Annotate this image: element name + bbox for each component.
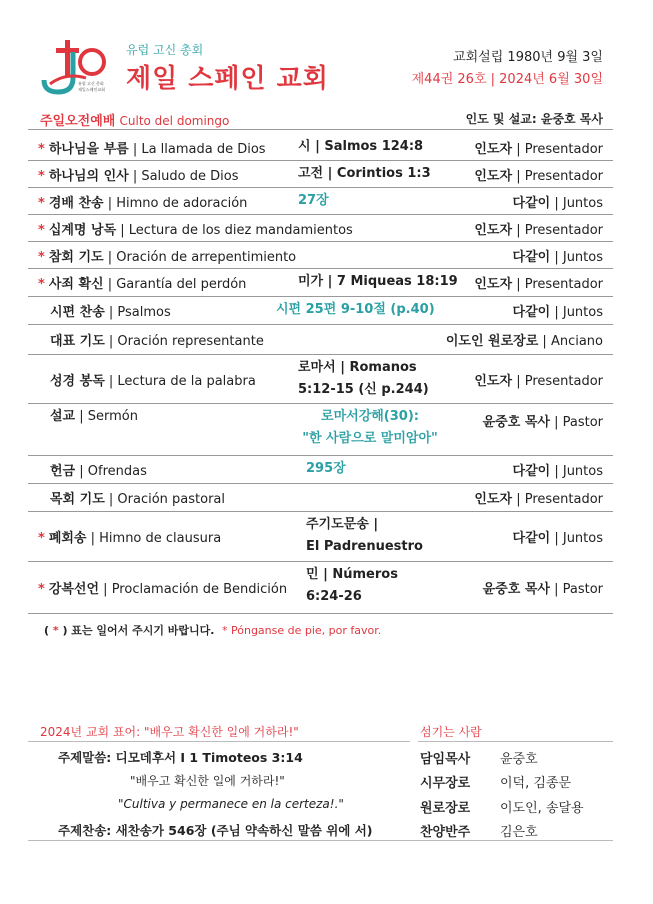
leader-ko: 다같이 bbox=[512, 250, 551, 265]
leader-es: | Juntos bbox=[550, 196, 603, 211]
detail-line: 로마서강해(30): bbox=[321, 409, 419, 424]
service-item-label bbox=[38, 165, 238, 184]
stand-marker: * bbox=[38, 169, 45, 184]
row-divider bbox=[28, 403, 613, 404]
service-item-ko: 경배 찬송 bbox=[48, 196, 104, 211]
service-item-leader bbox=[474, 273, 603, 292]
service-title-es: Culto del domingo bbox=[119, 114, 230, 128]
service-item-leader bbox=[513, 301, 603, 320]
leader-ko: 인도자 bbox=[474, 374, 513, 389]
detail-line: 시 | Salmos 124:8 bbox=[298, 139, 424, 154]
service-item-leader bbox=[483, 578, 603, 597]
service-item-detail bbox=[298, 136, 423, 158]
service-item-label bbox=[50, 460, 147, 479]
service-item-es: | Lectura de los diez mandamientos bbox=[116, 223, 353, 238]
service-item-leader bbox=[474, 370, 603, 389]
server-role: 원로장로 bbox=[420, 801, 471, 816]
leader-ko: 다같이 bbox=[512, 305, 551, 320]
stand-marker: * bbox=[38, 582, 45, 597]
servers-title: 섬기는 사람 bbox=[420, 725, 482, 739]
service-item-detail bbox=[298, 163, 431, 185]
row-divider bbox=[28, 187, 613, 188]
standing-note bbox=[44, 622, 381, 638]
motto-verse-label: 주제말씀: 디모데후서 I 1 Timoteos 3:14 bbox=[58, 750, 303, 765]
row-divider bbox=[28, 214, 613, 215]
stand-marker: * bbox=[38, 196, 45, 211]
service-item-es: | Garantía del perdón bbox=[103, 277, 247, 292]
leader-ko: 인도자 bbox=[474, 142, 513, 157]
detail-line: 295장 bbox=[306, 461, 346, 476]
row-divider bbox=[28, 455, 613, 456]
service-item-detail bbox=[306, 514, 423, 558]
leader-ko: 다같이 bbox=[512, 196, 551, 211]
service-item-leader bbox=[474, 488, 603, 507]
server-name: 윤중호 bbox=[500, 752, 538, 767]
church-logo bbox=[40, 38, 110, 96]
service-item-es: | La llamada de Dios bbox=[128, 142, 266, 157]
leader-ko: 윤중호 목사 bbox=[482, 582, 550, 597]
row-divider bbox=[28, 268, 613, 269]
service-item-ko: 십계명 낭독 bbox=[48, 223, 117, 238]
stand-marker: * bbox=[38, 531, 45, 546]
leader-es: | Juntos bbox=[550, 250, 603, 265]
leader-es: | Presentador bbox=[512, 223, 603, 238]
detail-line: 주기도문송 | bbox=[306, 517, 379, 532]
stand-marker: * bbox=[38, 142, 45, 157]
leader-ko: 윤중호 목사 bbox=[482, 415, 550, 430]
service-lead: 인도 및 설교: 윤중호 목사 bbox=[465, 112, 603, 126]
service-item-ko: 성경 봉독 bbox=[50, 374, 105, 389]
header-subtitle: 유럽 고신 총회 bbox=[126, 43, 204, 57]
leader-es: | Presentador bbox=[512, 142, 603, 157]
service-item-ko: 하나님의 인사 bbox=[48, 169, 129, 184]
service-item-detail bbox=[270, 406, 470, 450]
service-item-ko: 설교 bbox=[50, 409, 76, 424]
logo-text-line-1: 유럽 고신 총회 bbox=[78, 81, 104, 86]
note-prefix: ( bbox=[44, 624, 53, 637]
server-role: 시무장로 bbox=[420, 776, 471, 791]
motto-divider bbox=[28, 741, 410, 742]
service-item-detail bbox=[306, 458, 346, 480]
service-item-label bbox=[50, 488, 225, 507]
server-name: 이덕, 김종문 bbox=[500, 776, 572, 791]
row-divider bbox=[28, 296, 613, 297]
service-item-label bbox=[38, 246, 296, 265]
service-item-es: | Oración pastoral bbox=[104, 492, 226, 507]
leader-es: | Presentador bbox=[512, 374, 603, 389]
service-item-es: | Oración representante bbox=[104, 334, 264, 349]
detail-line: 6:24-26 bbox=[306, 589, 362, 604]
service-item-ko: 시편 찬송 bbox=[50, 305, 105, 320]
row-divider bbox=[28, 354, 613, 355]
leader-ko: 인도자 bbox=[474, 277, 513, 292]
service-item-label bbox=[38, 273, 246, 292]
leader-ko: 인도자 bbox=[474, 169, 513, 184]
service-item-es: | Sermón bbox=[75, 409, 138, 424]
logo-text-line-2: 제일스페인교회 bbox=[78, 87, 106, 92]
service-item-label bbox=[50, 330, 264, 349]
service-item-ko: 하나님을 부름 bbox=[48, 142, 129, 157]
service-item-detail bbox=[298, 271, 458, 293]
stand-marker: * bbox=[38, 223, 45, 238]
detail-line: 미가 | 7 Miqueas 18:19 bbox=[298, 274, 458, 289]
service-item-leader bbox=[474, 219, 603, 238]
leader-es: | Pastor bbox=[549, 415, 603, 430]
detail-line: 시편 25편 9-10절 (p.40) bbox=[276, 302, 435, 317]
note-ko: ) 표는 일어서 주시기 바랍니다. bbox=[58, 624, 215, 637]
leader-ko: 다같이 bbox=[512, 464, 551, 479]
detail-line: El Padrenuestro bbox=[306, 539, 423, 554]
service-item-leader bbox=[513, 460, 603, 479]
service-item-es: | Lectura de la palabra bbox=[104, 374, 256, 389]
detail-line: 고전 | Corintios 1:3 bbox=[298, 166, 431, 181]
leader-es: | Juntos bbox=[550, 464, 603, 479]
established-date: 교회설립 1980년 9월 3일 bbox=[453, 50, 603, 65]
server-name: 김은호 bbox=[500, 825, 538, 840]
service-item-es: | Ofrendas bbox=[75, 464, 147, 479]
row-divider bbox=[28, 613, 613, 614]
service-item-detail bbox=[276, 299, 435, 321]
leader-es: | Juntos bbox=[550, 305, 603, 320]
leader-ko: 인도자 bbox=[474, 492, 513, 507]
row-divider bbox=[28, 511, 613, 512]
leader-es: | Presentador bbox=[512, 492, 603, 507]
church-title: 제일 스페인 교회 bbox=[126, 64, 329, 94]
service-item-leader bbox=[513, 192, 603, 211]
leader-ko: 이도인 원로장로 bbox=[445, 334, 539, 349]
leader-es: | Presentador bbox=[512, 169, 603, 184]
service-item-label bbox=[38, 578, 287, 597]
row-divider bbox=[28, 483, 613, 484]
service-item-es: | Psalmos bbox=[104, 305, 171, 320]
service-item-detail bbox=[298, 357, 429, 401]
service-item-leader bbox=[474, 138, 603, 157]
leader-ko: 다같이 bbox=[512, 531, 551, 546]
detail-line: 5:12-15 (신 p.244) bbox=[298, 382, 429, 397]
service-item-es: | Himno de clausura bbox=[86, 531, 222, 546]
leader-es: | Anciano bbox=[538, 334, 603, 349]
service-item-ko: 목회 기도 bbox=[50, 492, 105, 507]
row-divider bbox=[28, 324, 613, 325]
row-divider bbox=[28, 129, 613, 130]
detail-line: 27장 bbox=[298, 193, 329, 208]
service-item-es: | Oración de arrepentimiento bbox=[103, 250, 297, 265]
service-item-es: | Himno de adoración bbox=[103, 196, 248, 211]
detail-line: 로마서 | Romanos bbox=[298, 360, 417, 375]
server-role: 담임목사 bbox=[420, 752, 471, 767]
service-item-detail bbox=[298, 190, 329, 212]
service-item-label bbox=[38, 138, 266, 157]
service-item-leader bbox=[446, 330, 603, 349]
service-item-ko: 헌금 bbox=[50, 464, 76, 479]
bottom-rule bbox=[28, 840, 613, 841]
service-item-leader bbox=[483, 411, 603, 430]
row-divider bbox=[28, 561, 613, 562]
service-item-label bbox=[38, 527, 221, 546]
service-item-leader bbox=[474, 165, 603, 184]
service-item-ko: 폐회송 bbox=[48, 531, 87, 546]
row-divider bbox=[28, 160, 613, 161]
service-title-ko: 주일오전예배 bbox=[40, 114, 116, 129]
service-item-label bbox=[50, 405, 138, 424]
issue-info: 제44권 26호 | 2024년 6월 30일 bbox=[411, 72, 603, 87]
motto-hymn: 주제찬송: 새찬송가 546장 (주님 약속하신 말씀 위에 서) bbox=[58, 823, 373, 838]
motto-title: 2024년 교회 표어: "배우고 확신한 일에 거하라!" bbox=[40, 725, 299, 739]
row-divider bbox=[28, 241, 613, 242]
server-role: 찬양반주 bbox=[420, 825, 471, 840]
stand-marker: * bbox=[38, 250, 45, 265]
leader-ko: 인도자 bbox=[474, 223, 513, 238]
service-item-label bbox=[38, 192, 247, 211]
motto-verse-es: "Cultiva y permanece en la certeza!." bbox=[118, 797, 344, 811]
servers-divider bbox=[418, 741, 613, 742]
service-item-ko: 강복선언 bbox=[48, 582, 100, 597]
service-item-label bbox=[50, 301, 171, 320]
service-item-es: | Proclamación de Bendición bbox=[99, 582, 288, 597]
note-star: * bbox=[52, 624, 59, 637]
service-item-leader bbox=[513, 246, 603, 265]
service-title bbox=[40, 110, 229, 129]
note-es: * Pónganse de pie, por favor. bbox=[222, 624, 382, 637]
detail-line: 민 | Números bbox=[306, 567, 398, 582]
leader-es: | Juntos bbox=[550, 531, 603, 546]
service-item-ko: 대표 기도 bbox=[50, 334, 105, 349]
server-name: 이도인, 송달용 bbox=[500, 801, 584, 816]
leader-es: | Pastor bbox=[549, 582, 603, 597]
service-item-label bbox=[38, 219, 353, 238]
stand-marker: * bbox=[38, 277, 45, 292]
service-item-label bbox=[50, 370, 256, 389]
service-item-ko: 사죄 확신 bbox=[48, 277, 104, 292]
leader-es: | Presentador bbox=[512, 277, 603, 292]
detail-line: "한 사람으로 말미암아" bbox=[302, 431, 438, 446]
service-item-leader bbox=[513, 527, 603, 546]
service-item-detail bbox=[306, 564, 398, 608]
service-item-ko: 참회 기도 bbox=[48, 250, 104, 265]
service-item-es: | Saludo de Dios bbox=[128, 169, 239, 184]
motto-verse-ko: "배우고 확신한 일에 거하라!" bbox=[130, 774, 285, 788]
